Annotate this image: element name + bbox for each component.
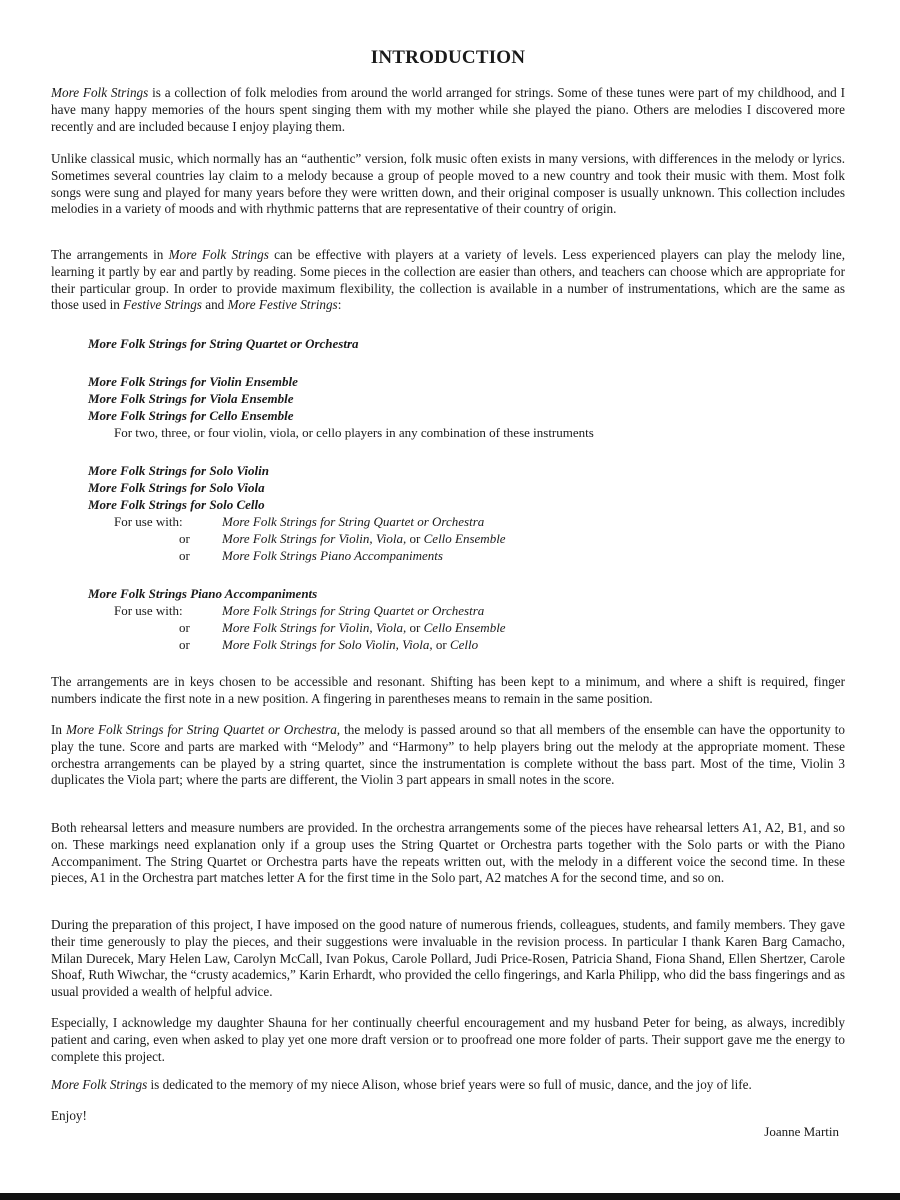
paragraph-text: In — [51, 722, 66, 737]
body-paragraph-family: Especially, I acknowledge my daughter Shauna for her continually cheerful encouragement and my husband Peter for being, as always, incredibly patient and caring, even when asked to play yet one more draft version or to proofread one more folder of parts. Their support gave me the energy to complete this project. — [51, 1015, 845, 1064]
solo-use-with-3: More Folk Strings Piano Accompaniments — [222, 548, 443, 563]
solo-use-with-1: More Folk Strings for String Quartet or Orchestra — [222, 514, 485, 529]
book-title: More Festive Strings — [227, 297, 338, 313]
edition-solo-viola: More Folk Strings for Solo Viola — [88, 480, 265, 495]
paragraph-text: : — [337, 297, 342, 313]
or-word: or — [409, 620, 421, 635]
or-label: or — [179, 637, 190, 652]
paragraph-text: is a collection of folk melodies from around the world arranged for strings. Some of these tunes were part of my childhood, and I have many happy memories of the hours spent singing them with my mother while she played the piano. Others are melodies I discovered more recently and are included because I enjoy playing them. — [51, 85, 845, 134]
piano-use-with-2 — [222, 619, 506, 636]
or-word: or — [409, 531, 421, 546]
solo-use-with-2 — [222, 530, 506, 547]
or-label: or — [179, 548, 190, 563]
or-word: or — [435, 637, 447, 652]
edition-viola-ensemble: More Folk Strings for Viola Ensemble — [88, 391, 294, 406]
use-with-text: More Folk Strings for Violin, Viola, — [222, 620, 410, 635]
use-with-text: Cello Ensemble — [420, 531, 506, 546]
paragraph-text: The arrangements in — [51, 247, 169, 262]
for-use-with-label: For use with: — [114, 514, 183, 529]
paragraph-text: can be effective with players at a variety of levels. Less experienced players can play the melody line, learning it partly by ear and partly by reading. Some pieces in the collection are easier than others, and teachers can choose which are appropriate for their particular group. In order to provide maximum flexibility, the collection is available in a number of instrumentations, which are the same as those used in — [51, 247, 845, 313]
piano-use-with-1: More Folk Strings for String Quartet or Orchestra — [222, 603, 485, 618]
piano-use-with-3 — [222, 636, 478, 653]
intro-paragraph-1 — [51, 85, 845, 135]
use-with-text: Cello Ensemble — [420, 620, 506, 635]
intro-paragraph-3 — [51, 247, 845, 314]
body-paragraph-dedication — [51, 1077, 845, 1094]
book-title: More Folk Strings — [51, 1077, 148, 1092]
book-title: More Folk Strings for String Quartet or Orchestra, — [65, 722, 341, 737]
intro-paragraph-2: Unlike classical music, which normally has an “authentic” version, folk music often exists in many versions, with differences in the melody or lyrics. Sometimes several countries lay claim to a melody because a group of people moved to a new country and took their music with them. Most folk songs were sung and played for many years before they were written down, and their original composer is usually unknown. This collection includes melodies in a variety of moods and with rhythmic patterns that are representative of their country of origin. — [51, 151, 845, 217]
edition-violin-ensemble: More Folk Strings for Violin Ensemble — [88, 374, 298, 389]
closing-enjoy: Enjoy! — [51, 1108, 87, 1123]
paragraph-text: is dedicated to the memory of my niece Alison, whose brief years were so full of music, dance, and the joy of life. — [147, 1077, 752, 1092]
ensemble-note: For two, three, or four violin, viola, or cello players in any combination of these instruments — [114, 425, 594, 440]
paragraph-text: and — [201, 297, 228, 313]
body-paragraph-rehearsal: Both rehearsal letters and measure numbers are provided. In the orchestra arrangements some of the pieces have rehearsal letters A1, A2, B1, and so on. These markings need explanation only if a group uses the String Quartet or Orchestra parts together with the Solo parts or with the Piano Accompaniment. The String Quartet or Orchestra parts have the repeats written out, with the melody in a different voice the second time. In these pieces, A1 in the Orchestra part matches letter A for the first time in the Solo part, A2 matches A for the second time, and so on. — [51, 820, 845, 886]
book-title: Festive Strings — [123, 297, 202, 313]
edition-solo-cello: More Folk Strings for Solo Cello — [88, 497, 265, 512]
book-title: More Folk Strings — [168, 247, 269, 262]
book-title: More Folk Strings — [51, 85, 149, 100]
edition-solo-violin: More Folk Strings for Solo Violin — [88, 463, 269, 478]
body-paragraph-quartet — [51, 722, 845, 789]
author-signature: Joanne Martin — [764, 1124, 839, 1139]
page-bottom-border — [0, 1193, 900, 1200]
body-paragraph-keys: The arrangements are in keys chosen to be accessible and resonant. Shifting has been kept to a minimum, and where a shift is required, finger numbers indicate the first note in a new position. A fingering in parentheses means to remain in the same position. — [51, 674, 845, 706]
paragraph-text: the melody is passed around so that all members of the ensemble can have the opportunity to play the tune. Score and parts are marked with “Melody” and “Harmony” to help players bring out the melody at the appropriate moment. These orchestra arrangements can be played by a string quartet, since the instrumentation is complete without the bass part. Most of the time, Violin 3 duplicates the Viola part; where the parts are different, the Violin 3 part appears in small notes in the score. — [51, 722, 845, 788]
edition-piano: More Folk Strings Piano Accompaniments — [88, 586, 318, 601]
use-with-text: More Folk Strings for Violin, Viola, — [222, 531, 410, 546]
use-with-text: More Folk Strings for Solo Violin, Viola, — [222, 637, 436, 652]
or-label: or — [179, 620, 190, 635]
use-with-text: Cello — [446, 637, 479, 652]
or-label: or — [179, 531, 190, 546]
page-title: INTRODUCTION — [370, 47, 526, 68]
edition-quartet: More Folk Strings for String Quartet or Orchestra — [88, 336, 359, 351]
for-use-with-label: For use with: — [114, 603, 183, 618]
edition-cello-ensemble: More Folk Strings for Cello Ensemble — [88, 408, 294, 423]
body-paragraph-thanks: During the preparation of this project, I have imposed on the good nature of numerous friends, colleagues, students, and family members. They gave their time generously to play the pieces, and their suggestions were invaluable in the revision process. In particular I thank Karen Barg Camacho, Milan Durecek, Mary Helen Law, Carolyn McCall, Ivan Pokus, Carole Pollard, Judi Price-Rosen, Patricia Shand, Fiona Shand, Ellen Shertzer, Carole Shoaf, Ruth Wiwchar, the “crusty academics,” Karin Erhardt, who provided the cello fingerings, and Karla Philipp, who did the bass fingerings and as usual provided a wealth of helpful advice. — [51, 917, 845, 1000]
